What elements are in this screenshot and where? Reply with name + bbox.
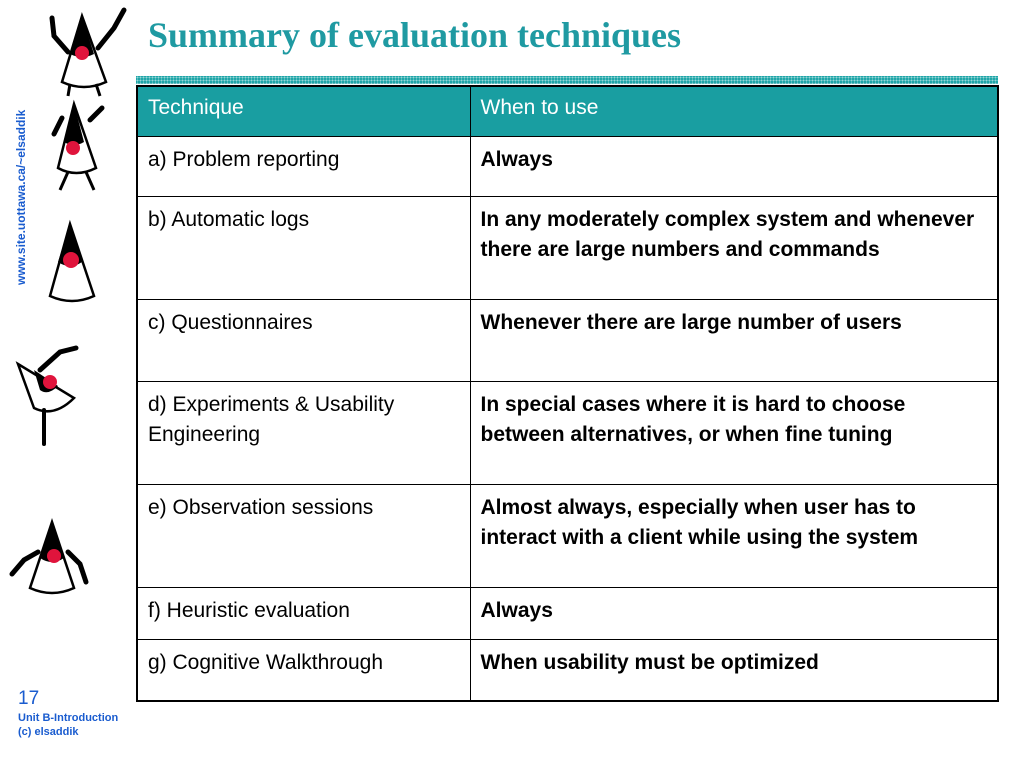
technique-cell: d) Experiments & Usability Engineering [137, 381, 470, 484]
table-row [137, 639, 998, 701]
duke-standing-mascot-icon [42, 218, 102, 308]
when-to-use-cell: Almost always, especially when user has to interact with a client while using the system [470, 484, 998, 587]
when-to-use-cell: When usability must be optimized [470, 639, 998, 701]
footer-unit: Unit B-Introduction [18, 712, 119, 724]
technique-cell: f) Heuristic evaluation [137, 587, 470, 639]
when-to-use-cell: In special cases where it is hard to choose between alternatives, or when fine tuning [470, 381, 998, 484]
when-to-use-cell: Always [470, 587, 998, 639]
footer-copyright: (c) elsaddik [18, 726, 79, 738]
technique-cell: b) Automatic logs [137, 196, 470, 299]
technique-cell: c) Questionnaires [137, 299, 470, 381]
table-header-row [137, 86, 998, 136]
duke-waving-mascot-icon [44, 4, 134, 99]
header-when-to-use: When to use [470, 86, 998, 136]
technique-cell: a) Problem reporting [137, 136, 470, 196]
when-to-use-cell: In any moderately complex system and whenever there are large numbers and commands [470, 196, 998, 299]
evaluation-techniques-table [136, 85, 999, 702]
table-row [137, 587, 998, 639]
when-to-use-cell: Whenever there are large number of users [470, 299, 998, 381]
technique-cell: g) Cognitive Walkthrough [137, 639, 470, 701]
technique-cell: e) Observation sessions [137, 484, 470, 587]
duke-waving-mascot-icon [6, 512, 96, 602]
table-row [137, 381, 998, 484]
table-row [137, 196, 998, 299]
duke-cartwheel-mascot-icon [4, 340, 84, 450]
when-to-use-cell: Always [470, 136, 998, 196]
header-technique: Technique [137, 86, 470, 136]
title-divider [136, 76, 998, 84]
duke-jumping-mascot-icon [50, 98, 110, 193]
page-number: 17 [18, 688, 40, 709]
slide-title: Summary of evaluation techniques [148, 15, 682, 55]
side-url: www.site.uottawa.ca/~elsaddik [14, 109, 28, 285]
table-row [137, 136, 998, 196]
table-row [137, 299, 998, 381]
table-row [137, 484, 998, 587]
